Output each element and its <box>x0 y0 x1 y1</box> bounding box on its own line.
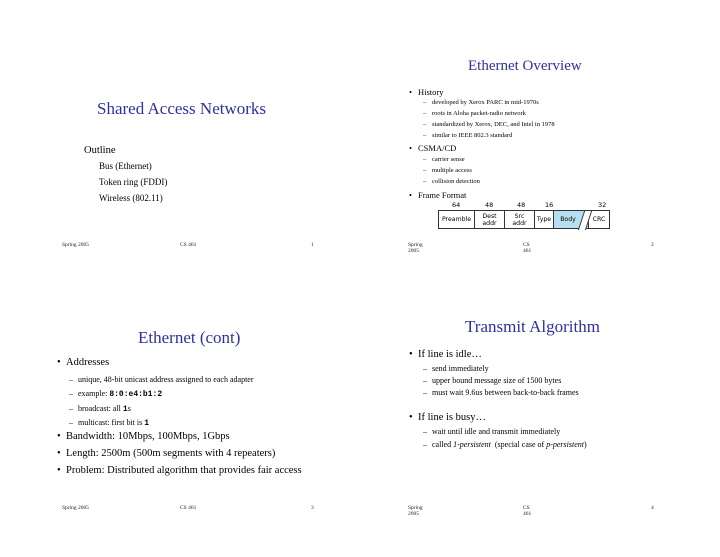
csma-item: – multiple access <box>432 167 472 174</box>
outline-item: Token ring (FDDI) <box>99 177 168 187</box>
history-item: – standardized by Xerox, DEC, and Intel in 1978 <box>432 121 555 128</box>
problem-bullet <box>66 465 302 476</box>
p-persistent-term: p-persistent <box>546 440 584 449</box>
footer-page: 2 <box>651 242 654 248</box>
busy-mid: (special case of <box>490 440 547 449</box>
frame-format-label: Frame Format <box>418 190 467 200</box>
busy-prefix: called <box>432 440 454 449</box>
history-label: History <box>418 87 444 97</box>
field-preamble-label: Preamble <box>441 216 472 223</box>
slide-title: Ethernet (cont) <box>138 328 241 347</box>
addr-multicast-prefix: multicast: first bit is <box>78 418 145 427</box>
addr-multicast-code: 1 <box>144 419 150 428</box>
length-bullet <box>66 448 275 459</box>
dest-text: Dest <box>482 212 497 220</box>
bandwidth-bullet <box>66 431 230 442</box>
field-dest-label <box>482 213 496 227</box>
src-text: Src <box>514 212 525 220</box>
bits-preamble: 64 <box>452 201 461 209</box>
footer-page: 3 <box>311 505 314 511</box>
field-body-label: Body <box>560 216 576 223</box>
idle-label: If line is idle… <box>418 349 482 360</box>
history-item: – developed by Xerox PARC in mid-1970s <box>432 99 539 106</box>
footer-date: Spring 2005 <box>62 505 90 511</box>
footer-page: 1 <box>311 242 314 248</box>
addr-broadcast-prefix: broadcast: all <box>78 404 123 413</box>
frame-bullet <box>418 190 466 200</box>
outline-label: Outline <box>84 145 116 156</box>
csma-item: – carrier sense <box>432 156 465 163</box>
one-persistent-term: 1-persistent <box>453 440 491 449</box>
field-type <box>534 210 554 229</box>
history-item: – similar to IEEE 802.3 standard <box>432 132 512 139</box>
busy-bullet <box>418 412 486 423</box>
footer-course: CS 461 <box>180 505 197 511</box>
idle-item: – send immediately <box>432 364 489 373</box>
footer-date: Spring 2005 <box>408 505 423 517</box>
slide-title: Shared Access Networks <box>97 99 267 118</box>
busy-item: – wait until idle and transmit immediately <box>432 427 560 436</box>
addr-broadcast-suffix: s <box>127 404 131 413</box>
busy-suffix: ) <box>583 440 587 449</box>
csma-item: – collision detection <box>432 178 480 185</box>
addr-example-prefix: example: <box>78 389 110 398</box>
problem-text: Problem: Distributed algorithm that provides fair access <box>66 465 302 476</box>
length-text: Length: 2500m (500m segments with 4 repeaters) <box>66 448 276 459</box>
addr-broadcast-code: 1 <box>122 405 128 414</box>
bits-dest: 48 <box>485 201 494 209</box>
footer-course: CS 461 <box>180 242 197 248</box>
addr-multicast <box>78 418 149 428</box>
field-src-label <box>512 213 526 227</box>
outline-item: Wireless (802.11) <box>99 193 163 203</box>
dest-addr-text: addr <box>482 219 497 227</box>
footer-date: Spring 2005 <box>62 242 90 248</box>
addr-example-code: 8:0:e4:b1:2 <box>109 390 163 399</box>
outline-item: Bus (Ethernet) <box>99 161 152 171</box>
bits-crc: 32 <box>598 201 607 209</box>
field-dest-addr <box>474 210 505 229</box>
addresses-label: Addresses <box>66 357 110 368</box>
idle-item: – upper bound message size of 1500 bytes <box>432 376 561 385</box>
addr-unique: – unique, 48-bit unicast address assigned to each adapter <box>78 375 254 384</box>
idle-item: – must wait 9.6us between back-to-back frames <box>432 388 579 397</box>
bits-type: 16 <box>545 201 554 209</box>
field-type-label: Type <box>536 216 552 223</box>
busy-label: If line is busy… <box>418 412 486 423</box>
bits-src: 48 <box>517 201 526 209</box>
ethernet-frame-diagram <box>438 210 610 229</box>
addr-broadcast <box>78 404 131 414</box>
addresses-bullet <box>66 357 109 368</box>
field-body <box>553 210 589 229</box>
csma-label: CSMA/CD <box>418 143 457 153</box>
footer-course: CS 461 <box>523 242 532 254</box>
busy-item-persistent <box>432 440 587 449</box>
field-src-addr <box>504 210 535 229</box>
addr-example <box>78 389 162 399</box>
src-addr-text: addr <box>512 219 527 227</box>
slide-title: Ethernet Overview <box>468 58 582 74</box>
footer-course: CS 461 <box>523 505 532 517</box>
history-item: – roots in Aloha packet-radio network <box>432 110 526 117</box>
footer-date: Spring 2005 <box>408 242 423 254</box>
footer-page: 4 <box>651 505 654 511</box>
slide-title: Transmit Algorithm <box>465 317 600 336</box>
idle-bullet <box>418 349 482 360</box>
bandwidth-text: Bandwidth: 10Mbps, 100Mbps, 1Gbps <box>66 431 230 442</box>
history-bullet <box>418 87 444 97</box>
field-crc-label: CRC <box>592 216 606 223</box>
field-preamble <box>438 210 475 229</box>
csma-bullet <box>418 143 456 153</box>
